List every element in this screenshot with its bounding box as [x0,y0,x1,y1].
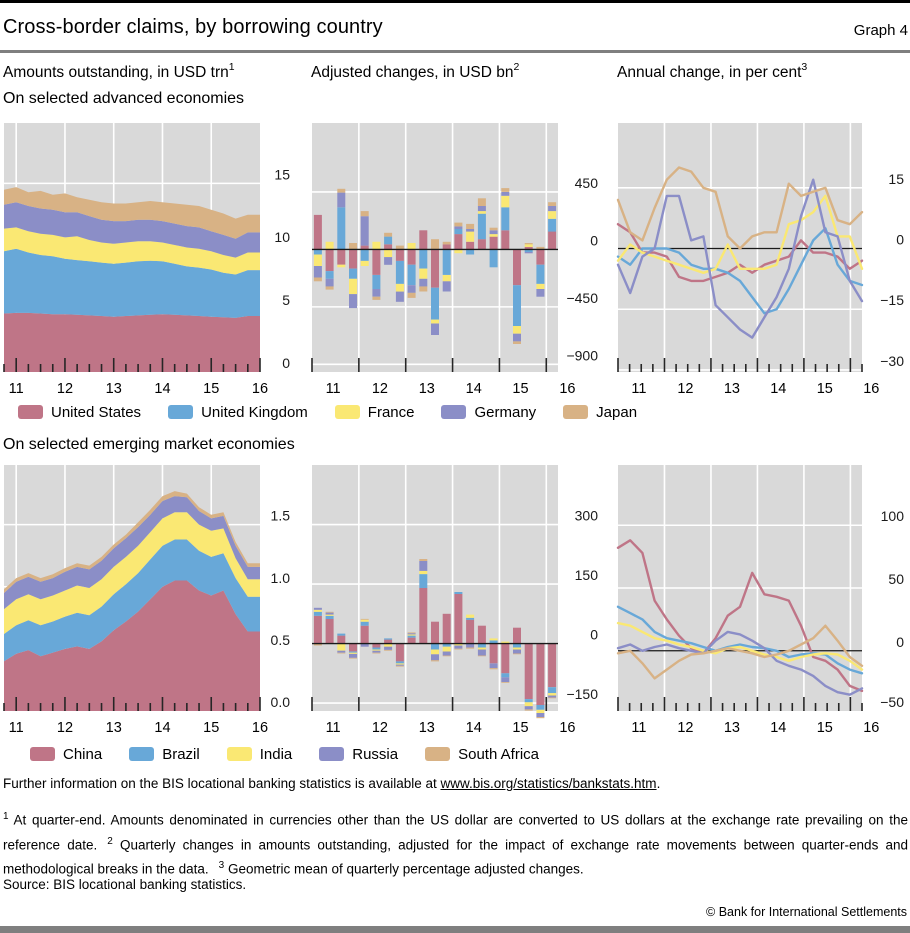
svg-text:0: 0 [896,231,904,248]
svg-text:10: 10 [274,229,290,246]
svg-text:15: 15 [816,720,833,736]
legend-item [18,404,141,421]
svg-text:100: 100 [880,508,904,525]
footnotes [3,806,908,880]
footnote-marker: 3 [218,860,225,871]
svg-text:11: 11 [8,720,24,736]
column-header-text: Annual change, in per cent [617,64,802,82]
legend-label: Russia [352,745,399,763]
graph-number: Graph 4 [853,22,908,39]
svg-text:11: 11 [631,720,647,736]
legend-swatch [319,747,344,761]
svg-text:14: 14 [465,720,482,736]
legend-item [319,746,398,763]
svg-text:16: 16 [251,720,269,736]
title-rule [0,50,910,53]
legend-label: United Kingdom [201,403,308,421]
svg-text:15: 15 [203,381,220,397]
legend-label: United States [51,403,142,421]
footnote-text: At quarter-end. Amounts denominated in currencies other than the US dollar are converted to US dollars at the exchange rate prevailing on the reference date. [3,812,908,852]
footnote-ref-icon: 2 [513,61,520,73]
svg-text:12: 12 [677,381,694,397]
legend-swatch [335,405,360,419]
legend-advanced [18,402,898,422]
svg-text:13: 13 [723,381,740,397]
legend-item [30,746,102,763]
legend-label: South Africa [458,745,539,763]
svg-text:0: 0 [590,626,598,643]
column-header-annual-change [617,62,807,82]
legend-swatch [168,405,193,419]
svg-text:11: 11 [631,381,647,397]
svg-text:16: 16 [863,720,880,736]
section-title-emerging: On selected emerging market economies [3,436,295,453]
column-header-adjusted-changes [311,62,519,82]
svg-text:15: 15 [512,381,529,397]
svg-text:12: 12 [371,720,388,736]
footnote-text: Quarterly changes in amounts outstanding, adjusted for the impact of exchange rate movements between quarter-ends and methodological breaks in the data. [3,837,908,877]
footnote-ref-icon: 3 [801,61,808,73]
svg-text:0: 0 [590,232,598,249]
source-text: Source: BIS locational banking statistics. [3,877,247,892]
legend-item [441,404,536,421]
svg-text:11: 11 [325,381,341,397]
chart-advanced-changes [308,115,608,400]
svg-text:14: 14 [770,381,787,397]
chart-emerging-changes [308,455,608,740]
svg-text:5: 5 [282,292,290,309]
legend-item [129,746,200,763]
svg-text:13: 13 [418,720,435,736]
info-line [3,776,660,791]
svg-text:0.5: 0.5 [270,631,290,648]
svg-text:−900: −900 [566,347,598,364]
info-text-suffix: . [656,776,661,791]
svg-text:14: 14 [154,720,171,736]
svg-text:150: 150 [574,567,598,583]
svg-text:450: 450 [574,175,598,191]
footnote-marker: 2 [107,835,113,847]
chart-emerging-annual-change [614,455,910,740]
legend-item [227,746,293,763]
legend-item [168,404,308,421]
bottom-bar [0,926,910,933]
svg-text:0: 0 [282,355,290,371]
chart-emerging-outstanding [0,455,300,740]
legend-emerging [30,744,910,764]
svg-text:16: 16 [559,381,576,397]
svg-text:16: 16 [863,381,880,397]
column-header-text: Amounts outstanding, in USD trn [3,64,229,82]
svg-text:0.0: 0.0 [270,694,290,710]
legend-item [335,404,415,421]
legend-swatch [227,747,252,761]
svg-text:12: 12 [371,381,388,397]
svg-text:11: 11 [325,720,341,736]
svg-text:13: 13 [105,381,122,397]
svg-text:16: 16 [251,381,269,397]
svg-text:14: 14 [465,381,482,397]
column-header-text: Adjusted changes, in USD bn [311,64,514,82]
svg-text:13: 13 [723,720,740,736]
svg-text:−450: −450 [566,289,598,306]
legend-label: Japan [596,403,638,421]
chart-advanced-outstanding [0,115,300,400]
legend-label: France [367,403,415,421]
legend-swatch [425,747,450,761]
legend-swatch [441,405,466,419]
footnote-marker: 1 [3,811,9,822]
svg-text:15: 15 [888,170,904,187]
svg-text:11: 11 [8,381,24,397]
footnote-text: Geometric mean of quarterly percentage adjusted changes. [227,861,584,877]
legend-swatch [129,747,154,761]
svg-text:−150: −150 [566,686,598,703]
svg-text:1.0: 1.0 [270,569,290,586]
svg-text:15: 15 [274,166,290,183]
legend-label: Germany [474,403,537,421]
svg-text:14: 14 [154,381,171,397]
chart-advanced-annual-change [614,115,910,400]
footnote-ref-icon: 1 [228,61,235,73]
svg-text:−15: −15 [880,292,904,309]
legend-swatch [563,405,588,419]
svg-text:14: 14 [770,720,787,736]
copyright-text: © Bank for International Settlements [706,905,907,919]
svg-text:300: 300 [574,507,598,524]
svg-text:12: 12 [56,381,74,397]
section-title-advanced: On selected advanced economies [3,90,245,107]
legend-item [563,404,637,421]
svg-text:12: 12 [677,720,694,736]
column-header-amounts-outstanding [3,62,235,82]
svg-text:−30: −30 [880,353,904,369]
legend-item [425,746,539,763]
svg-text:15: 15 [203,720,220,736]
legend-label: China [63,745,103,763]
top-rule [0,0,910,3]
svg-text:50: 50 [888,571,904,587]
svg-text:0: 0 [896,633,904,650]
svg-text:13: 13 [105,720,122,736]
svg-text:12: 12 [56,720,74,736]
svg-text:15: 15 [816,381,833,397]
bankstats-link[interactable]: www.bis.org/statistics/bankstats.htm [440,776,657,791]
legend-label: Brazil [162,745,200,763]
legend-label: India [259,745,293,763]
svg-text:1.5: 1.5 [270,507,290,524]
info-text: Further information on the BIS locational banking statistics is available at [3,776,441,791]
legend-swatch [18,405,43,419]
svg-text:13: 13 [418,381,435,397]
page-title: Cross-border claims, by borrowing country [3,16,383,38]
legend-swatch [30,747,55,761]
svg-text:16: 16 [559,720,576,736]
svg-text:−50: −50 [880,694,904,710]
svg-text:15: 15 [512,720,529,736]
